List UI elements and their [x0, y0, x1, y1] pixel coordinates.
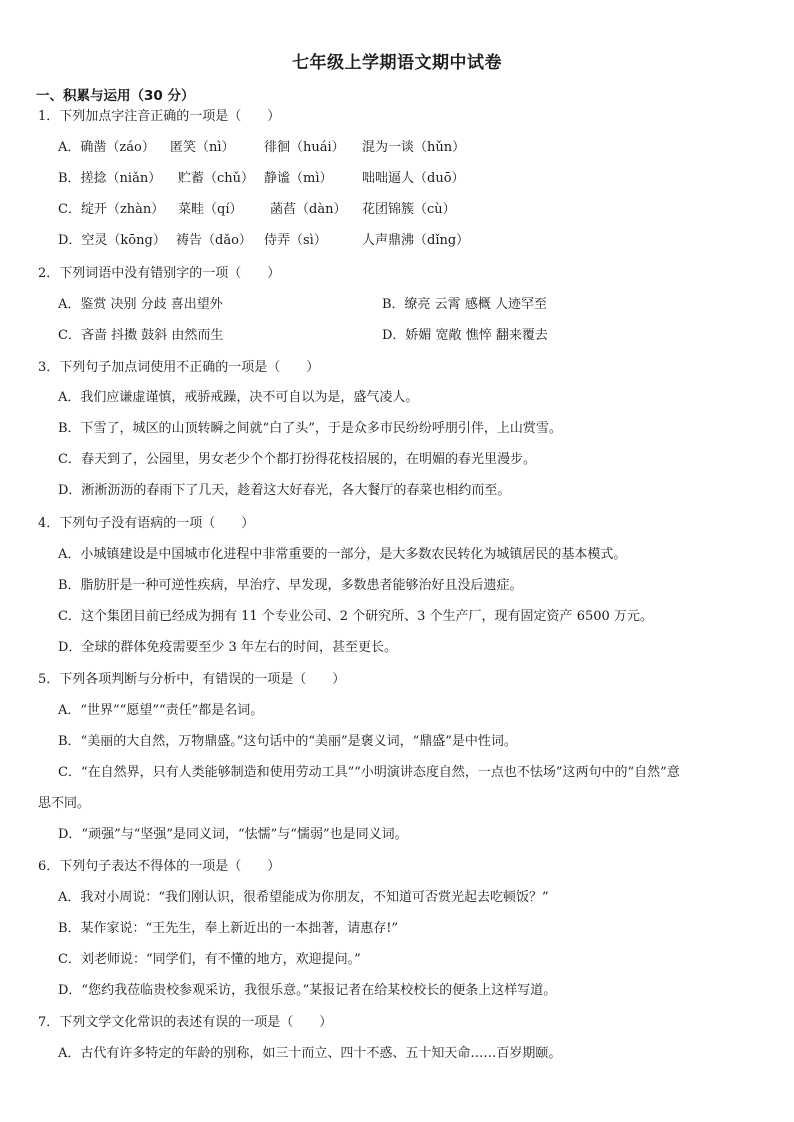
question-5-option-d: D．“顽强”与“坚强”是同义词，“怯懦”与“懦弱”也是同义词。 [58, 827, 408, 842]
option-part: 静谧（mì） [264, 171, 333, 186]
option-part: C．绽开（zhàn） [58, 202, 165, 217]
option-part: 咄咄逼人（duō） [362, 171, 465, 186]
question-4-option-a: A．小城镇建设是中国城市化进程中非常重要的一部分，是大多数农民转化为城镇居民的基本模式。 [58, 547, 627, 562]
question-5-option-c-continued: 思不同。 [38, 796, 91, 811]
question-1-stem: 1．下列加点字注音正确的一项是（ ） [38, 109, 281, 124]
question-7-option-a: A．古代有许多特定的年龄的别称，如三十而立、四十不惑、五十知天命……百岁期颐。 [58, 1046, 562, 1061]
question-2-stem: 2．下列词语中没有错别字的一项（ ） [38, 266, 281, 281]
question-3-option-a: A．我们应谦虚谨慎，戒骄戒躁，决不可自以为是，盛气凌人。 [58, 390, 419, 405]
question-7-stem: 7．下列文学文化常识的表述有误的一项是（ ） [38, 1015, 333, 1030]
option-part: 菡萏（dàn） [270, 202, 347, 217]
question-5-option-b: B．“美丽的大自然，万物鼎盛。”这句话中的“美丽”是褒义词，“鼎盛”是中性词。 [58, 734, 517, 749]
question-4-option-c: C．这个集团目前已经成为拥有 11 个专业公司、2 个研究所、3 个生产厂，现有固定资产 6500 万元。 [58, 609, 653, 624]
question-2-option-d: D．娇媚 宽敞 憔悴 翻来覆去 [382, 328, 548, 343]
option-part: 花团锦簇（cù） [362, 202, 456, 217]
question-5-option-a: A．“世界”“愿望”“责任”都是名词。 [58, 703, 264, 718]
question-1-option-c [58, 201, 456, 219]
option-part: 侍弄（sì） [264, 233, 327, 248]
option-part: A．确凿（záo） [58, 140, 155, 155]
question-2-option-c: C．吝啬 抖擞 鼓斜 由然而生 [58, 328, 224, 343]
question-6-option-c: C．刘老师说：“同学们，有不懂的地方，欢迎提问。” [58, 952, 361, 967]
question-4-option-b: B．脂肪肝是一种可逆性疾病，早治疗、早发现，多数患者能够治好且没后遗症。 [58, 578, 523, 593]
option-part: 匿笑（nì） [170, 140, 235, 155]
option-part: 菜畦（qí） [178, 202, 243, 217]
question-1-option-a [58, 139, 465, 157]
question-6-option-d: D．“您约我莅临贵校参观采访，我很乐意。”某报记者在给某校校长的便条上这样写道。 [58, 983, 557, 998]
question-4-stem: 4．下列句子没有语病的一项（ ） [38, 516, 255, 531]
question-3-stem: 3．下列句子加点词使用不正确的一项是（ ） [38, 360, 320, 375]
option-part: B．搓捻（niǎn） [58, 171, 162, 186]
option-part: 徘徊（huái） [264, 140, 345, 155]
question-1-option-d [58, 232, 469, 250]
option-part: D．空灵（kōng） [58, 233, 166, 248]
page-title: 七年级上学期语文期中试卷 [292, 53, 502, 73]
question-2-option-a: A．鉴赏 决别 分歧 喜出望外 [58, 297, 223, 312]
option-part: 人声鼎沸（dǐng） [362, 233, 470, 248]
question-3-option-c: C．春天到了，公园里，男女老少个个都打扮得花枝招展的，在明媚的春光里漫步。 [58, 452, 536, 467]
question-3-option-d: D．淅淅沥沥的春雨下了几天，趁着这大好春光，各大餐厅的春菜也相约而至。 [58, 483, 511, 498]
question-6-option-a: A．我对小周说：“我们刚认识，很希望能成为你朋友，不知道可否赏光起去吃顿饭？” [58, 890, 549, 905]
question-6-option-b: B．某作家说：“王先生，奉上新近出的一本拙著，请惠存!” [58, 921, 399, 936]
question-2-option-b: B．缭亮 云霄 感概 人迹罕至 [382, 297, 547, 312]
question-3-option-b: B．下雪了，城区的山顶转瞬之间就“白了头”，于是众多市民纷纷呼朋引伴，上山赏雪。 [58, 421, 562, 436]
question-4-option-d: D．全球的群体免疫需要至少 3 年左右的时间，甚至更长。 [58, 640, 397, 655]
option-part: 混为一谈（hǔn） [362, 140, 466, 155]
section-heading: 一、积累与运用（30 分） [36, 88, 195, 104]
question-5-option-c: C．“在自然界，只有人类能够制造和使用劳动工具”“小明演讲态度自然，一点也不怯场”这两句中的“自然”意 [58, 765, 680, 780]
question-6-stem: 6．下列句子表达不得体的一项是（ ） [38, 859, 281, 874]
question-5-stem: 5．下列各项判断与分析中，有错误的一项是（ ） [38, 672, 346, 687]
question-1-option-b [58, 170, 465, 188]
option-part: 贮蓄（chǔ） [178, 171, 255, 186]
option-part: 祷告（dǎo） [176, 233, 252, 248]
